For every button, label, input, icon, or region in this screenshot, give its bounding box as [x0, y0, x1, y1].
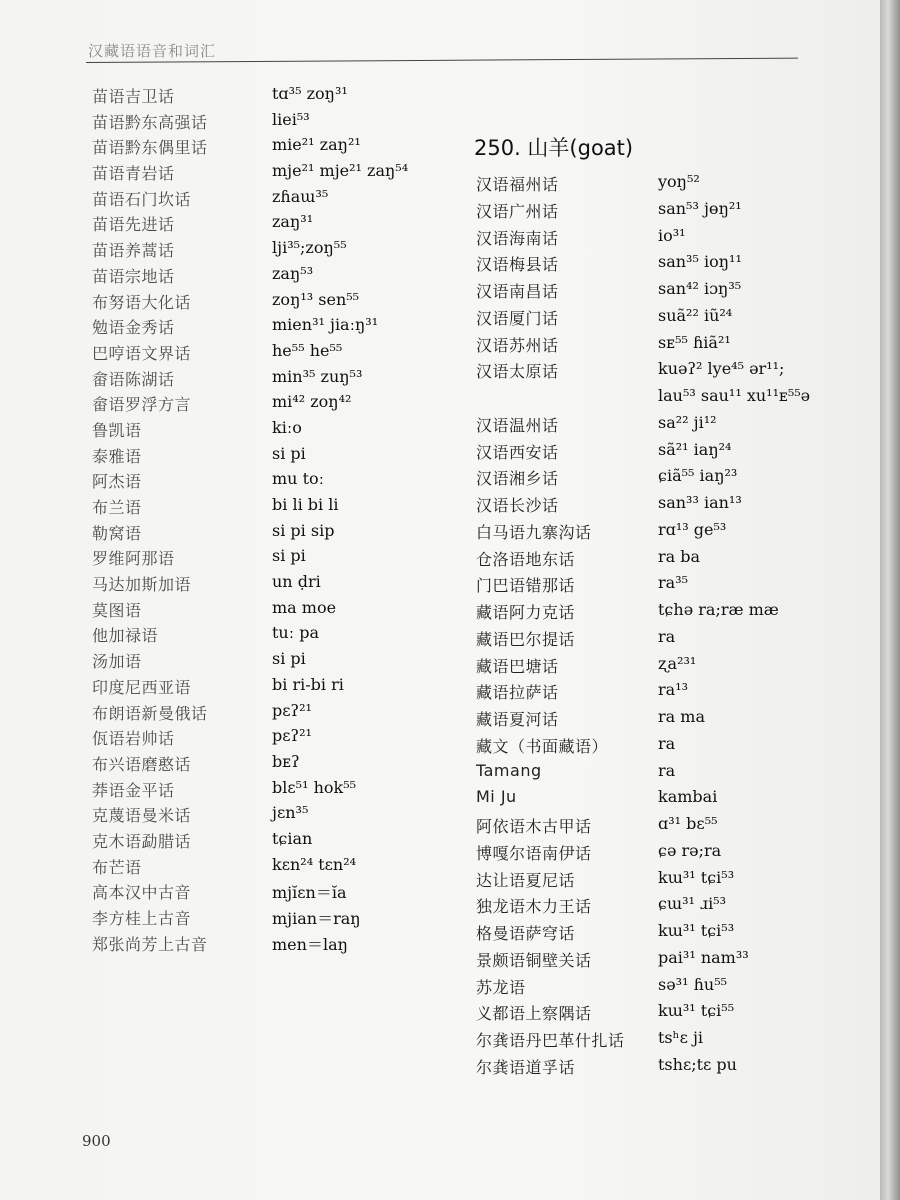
language-name: 博嘎尔语南伊话: [476, 843, 592, 863]
language-name: 布兴语磨憨话: [92, 754, 192, 774]
page-number: 900: [82, 1132, 111, 1150]
entry-row: [92, 290, 472, 316]
language-name: 藏语拉萨话: [476, 683, 559, 703]
language-name: 泰雅语: [92, 446, 142, 466]
entry-row: [92, 752, 472, 778]
entry-row: [476, 386, 876, 413]
entry-row: [476, 252, 876, 279]
entry-row: [476, 1055, 876, 1082]
entry-row: [476, 306, 876, 333]
ipa-form: ra³⁵: [658, 573, 689, 593]
ipa-form: kiːo: [272, 417, 302, 437]
entry-row: [92, 341, 472, 367]
ipa-form: liei⁵³: [272, 109, 310, 129]
entry-row: [476, 948, 876, 975]
ipa-form: zɦaɯ³⁵: [272, 186, 329, 206]
entry-row: [92, 315, 472, 341]
ipa-form: si pi sip: [272, 520, 335, 540]
ipa-form: sã²¹ iaŋ²⁴: [658, 439, 732, 459]
language-name: 景颇语铜壁关话: [476, 950, 592, 970]
entry-row: [92, 161, 472, 187]
entry-row: [92, 906, 472, 932]
ipa-form: blɛ⁵¹ hok⁵⁵: [272, 777, 357, 797]
entry-row: [476, 279, 876, 306]
ipa-form: si pi: [272, 649, 306, 669]
entry-row: [476, 440, 876, 467]
language-name: 勉语金秀话: [92, 318, 175, 338]
ipa-form: lau⁵³ sau¹¹ xu¹¹ᴇ⁵⁵ə: [658, 386, 811, 405]
language-name: 义都语上察隅话: [476, 1004, 592, 1024]
language-name: 尔龚语丹巴革什扎话: [476, 1031, 625, 1050]
language-name: 他加禄语: [92, 626, 159, 646]
entry-row: [476, 654, 876, 681]
entry-row: [476, 841, 876, 868]
entry-row: [92, 469, 472, 495]
ipa-form: ra ma: [658, 707, 705, 726]
entry-row: [92, 778, 472, 804]
language-name: 鲁凯语: [92, 420, 142, 440]
entry-row: [476, 761, 876, 788]
ipa-form: san³⁵ ioŋ¹¹: [658, 252, 742, 272]
ipa-form: lji³⁵;zoŋ⁵⁵: [272, 238, 347, 258]
ipa-form: ra: [658, 626, 676, 646]
language-name: 勒窝语: [92, 523, 142, 543]
language-name: 苗语吉卫话: [92, 87, 175, 106]
entry-row: [476, 199, 876, 226]
language-name: 布努语大化话: [92, 292, 192, 312]
section-title: 250. 山羊(goat): [474, 136, 634, 160]
language-name: 汉语温州话: [476, 415, 559, 435]
language-name: 莽语金平话: [92, 780, 175, 800]
ipa-form: ɑ³¹ bɛ⁵⁵: [658, 814, 718, 833]
language-name: 苗语黔东偶里话: [92, 138, 208, 158]
ipa-form: sᴇ⁵⁵ ɦiã²¹: [658, 332, 731, 352]
entry-row: [92, 855, 472, 881]
entry-row: [476, 493, 876, 520]
entry-row: [92, 444, 472, 470]
entry-row: [92, 623, 472, 649]
ipa-form: he⁵⁵ he⁵⁵: [272, 340, 343, 360]
ipa-form: mie²¹ zaŋ²¹: [272, 135, 361, 155]
ipa-form: pɛʔ²¹: [272, 726, 312, 746]
entry-row: [476, 894, 876, 921]
entry-row: [476, 787, 876, 814]
language-name: Mi Ju: [476, 787, 517, 807]
language-name: 佤语岩帅话: [92, 729, 175, 749]
language-name: 郑张尚芳上古音: [92, 934, 208, 954]
entry-row: [476, 734, 876, 761]
ipa-form: mje²¹ mje²¹ zaŋ⁵⁴: [272, 161, 409, 181]
ipa-form: ɕə rə;ra: [658, 840, 722, 860]
entry-row: [476, 520, 876, 547]
ipa-form: pɛʔ²¹: [272, 700, 312, 720]
ipa-form: kuəʔ² lye⁴⁵ ər¹¹;: [658, 359, 785, 379]
ipa-form: kambai: [658, 787, 718, 807]
language-name: 苗语先进话: [92, 215, 175, 235]
ipa-form: kɯ³¹ tɕi⁵³: [658, 921, 735, 940]
ipa-form: san³³ ian¹³: [658, 493, 742, 512]
ipa-form: tɑ³⁵ zoŋ³¹: [272, 84, 348, 103]
language-name: 藏语巴尔提话: [476, 629, 576, 649]
language-name: 格曼语萨穹话: [476, 924, 576, 943]
entry-row: [476, 413, 876, 440]
entry-row: [476, 466, 876, 493]
entry-row: [92, 418, 472, 444]
language-name: 克木语勐腊话: [92, 831, 192, 851]
language-name: 苗语宗地话: [92, 266, 175, 286]
ipa-form: ma moe: [272, 597, 337, 617]
ipa-form: tɕhə ra;ræ mæ: [658, 600, 779, 619]
language-name: 马达加斯加语: [92, 575, 192, 595]
entry-row: [476, 921, 876, 948]
language-name: 藏文（书面藏语）: [476, 736, 609, 756]
language-name: 阿依语木古甲话: [476, 817, 592, 836]
language-name: 独龙语木力王话: [476, 897, 592, 917]
entry-row: [92, 701, 472, 727]
language-name: 畲语罗浮方言: [92, 395, 192, 415]
language-name: 印度尼西亚语: [92, 677, 192, 697]
language-name: 汉语苏州话: [476, 335, 559, 355]
language-name: Tamang: [476, 760, 542, 780]
ipa-form: zaŋ⁵³: [272, 263, 314, 283]
ipa-form: ra: [658, 760, 676, 780]
entry-row: [92, 803, 472, 829]
ipa-form: bᴇʔ: [272, 751, 300, 771]
ipa-form: si pi: [272, 443, 306, 463]
ipa-form: ra¹³: [658, 680, 689, 700]
page-edge-shadow: [880, 0, 900, 1200]
language-name: 畲语陈湖话: [92, 369, 175, 389]
ipa-form: men＝laŋ: [272, 934, 348, 954]
ipa-form: io³¹: [658, 225, 686, 245]
entry-row: [92, 264, 472, 290]
language-name: 达让语夏尼话: [476, 870, 576, 890]
language-name: 巴哼语文界话: [92, 343, 192, 363]
language-name: 汉语梅县话: [476, 255, 559, 275]
ipa-form: tshɛ;tɛ pu: [658, 1054, 737, 1074]
entry-row: [92, 675, 472, 701]
language-name: 汉语西安话: [476, 442, 559, 462]
entry-row: [476, 627, 876, 654]
ipa-form: mjian＝raŋ: [272, 909, 361, 928]
entry-row: [92, 135, 472, 161]
entry-row: [92, 212, 472, 238]
ipa-form: mi⁴² zoŋ⁴²: [272, 392, 352, 412]
left-column-entries: [92, 84, 472, 957]
ipa-form: yoŋ⁵²: [658, 172, 700, 191]
entry-row: [476, 600, 876, 627]
entry-row: [92, 546, 472, 572]
entry-row: [476, 226, 876, 253]
language-name: 汉语湘乡话: [476, 469, 559, 489]
ipa-form: ra: [658, 733, 676, 753]
ipa-form: kɯ³¹ tɕi⁵⁵: [658, 1001, 735, 1021]
ipa-form: ɕiã⁵⁵ iaŋ²³: [658, 466, 738, 486]
entry-row: [476, 1001, 876, 1028]
language-name: 门巴语错那话: [476, 576, 576, 596]
language-name: 汉语海南话: [476, 228, 559, 248]
entry-row: [92, 521, 472, 547]
right-column-entries: [476, 172, 876, 1082]
entry-row: [92, 392, 472, 418]
language-name: 尔龚语道孚话: [476, 1057, 576, 1077]
language-name: 高本汉中古音: [92, 883, 192, 903]
entry-row: [92, 726, 472, 752]
entry-row: [476, 1028, 876, 1055]
ipa-form: sə³¹ ɦu⁵⁵: [658, 974, 728, 994]
language-name: 克蔑语曼米话: [92, 806, 192, 826]
language-name: 仓洛语地东话: [476, 549, 576, 569]
entry-row: [476, 680, 876, 707]
ipa-form: tɕian: [272, 828, 313, 848]
entry-row: [92, 829, 472, 855]
ipa-form: ʐa²³¹: [658, 653, 697, 673]
ipa-form: zoŋ¹³ sen⁵⁵: [272, 289, 360, 309]
ipa-form: zaŋ³¹: [272, 212, 314, 232]
entry-row: [476, 707, 876, 734]
language-name: 汉语福州话: [476, 175, 559, 194]
language-name: 布芒语: [92, 857, 142, 877]
language-name: 布朗语新曼俄话: [92, 703, 208, 723]
language-name: 罗维阿那语: [92, 549, 175, 569]
language-name: 藏语巴塘话: [476, 656, 559, 676]
language-name: 苗语青岩话: [92, 164, 175, 184]
entry-row: [476, 547, 876, 574]
language-name: 李方桂上古音: [92, 909, 192, 928]
ipa-form: suã²² iũ²⁴: [658, 305, 733, 325]
ipa-form: kɛn²⁴ tɛn²⁴: [272, 854, 357, 874]
ipa-form: si pi: [272, 546, 306, 566]
entry-row: [92, 367, 472, 393]
language-name: 白马语九寨沟话: [476, 522, 592, 542]
ipa-form: un ḍri: [272, 572, 321, 592]
running-head: 汉藏语语音和词汇: [88, 42, 217, 60]
entry-row: [476, 975, 876, 1002]
entry-row: [92, 572, 472, 598]
ipa-form: kɯ³¹ tɕi⁵³: [658, 867, 735, 887]
ipa-form: min³⁵ zuŋ⁵³: [272, 366, 363, 386]
language-name: 阿杰语: [92, 472, 142, 492]
language-name: 苗语养蒿话: [92, 241, 175, 261]
entry-row: [476, 868, 876, 895]
entry-row: [92, 880, 472, 906]
ipa-form: tsʰɛ ji: [658, 1028, 704, 1047]
ipa-form: sa²² ji¹²: [658, 412, 717, 432]
ipa-form: bi li bi li: [272, 495, 339, 514]
language-name: 汉语厦门话: [476, 308, 559, 328]
language-name: 苗语石门坎话: [92, 189, 192, 209]
language-name: 汤加语: [92, 652, 142, 672]
language-name: 苏龙语: [476, 977, 526, 997]
entry-row: [92, 238, 472, 264]
ipa-form: san⁵³ jɵŋ²¹: [658, 198, 742, 218]
language-name: 苗语黔东高强话: [92, 112, 208, 132]
entry-row: [476, 573, 876, 600]
ipa-form: san⁴² iɔŋ³⁵: [658, 279, 742, 298]
ipa-form: pai³¹ nam³³: [658, 947, 749, 967]
entry-row: [92, 84, 472, 110]
language-name: 汉语长沙话: [476, 496, 559, 515]
entry-row: [92, 649, 472, 675]
language-name: 布兰语: [92, 498, 142, 517]
ipa-form: jɛn³⁵: [272, 803, 309, 823]
entry-row: [92, 110, 472, 136]
language-name: 汉语太原话: [476, 362, 559, 382]
language-name: 汉语南昌话: [476, 282, 559, 301]
entry-row: [92, 598, 472, 624]
entry-row: [92, 187, 472, 213]
entry-row: [92, 932, 472, 958]
ipa-form: mu toː: [272, 469, 325, 489]
ipa-form: ra ba: [658, 546, 701, 566]
ipa-form: mien³¹ jiaːŋ³¹: [272, 315, 379, 335]
language-name: 藏语阿力克话: [476, 603, 576, 622]
language-name: 莫图语: [92, 600, 142, 620]
ipa-form: rɑ¹³ ge⁵³: [658, 519, 727, 539]
entry-row: [476, 172, 876, 199]
entry-row: [476, 814, 876, 841]
language-name: 藏语夏河话: [476, 710, 559, 729]
ipa-form: tuː pa: [272, 623, 319, 643]
entry-row: [476, 359, 876, 386]
ipa-form: mjĭɛn＝ĭa: [272, 883, 347, 903]
entry-row: [476, 333, 876, 360]
language-name: 汉语广州话: [476, 201, 559, 221]
ipa-form: ɕɯ³¹ ɹi⁵³: [658, 894, 727, 914]
ipa-form: bi ri-bi ri: [272, 674, 344, 694]
entry-row: [92, 495, 472, 521]
